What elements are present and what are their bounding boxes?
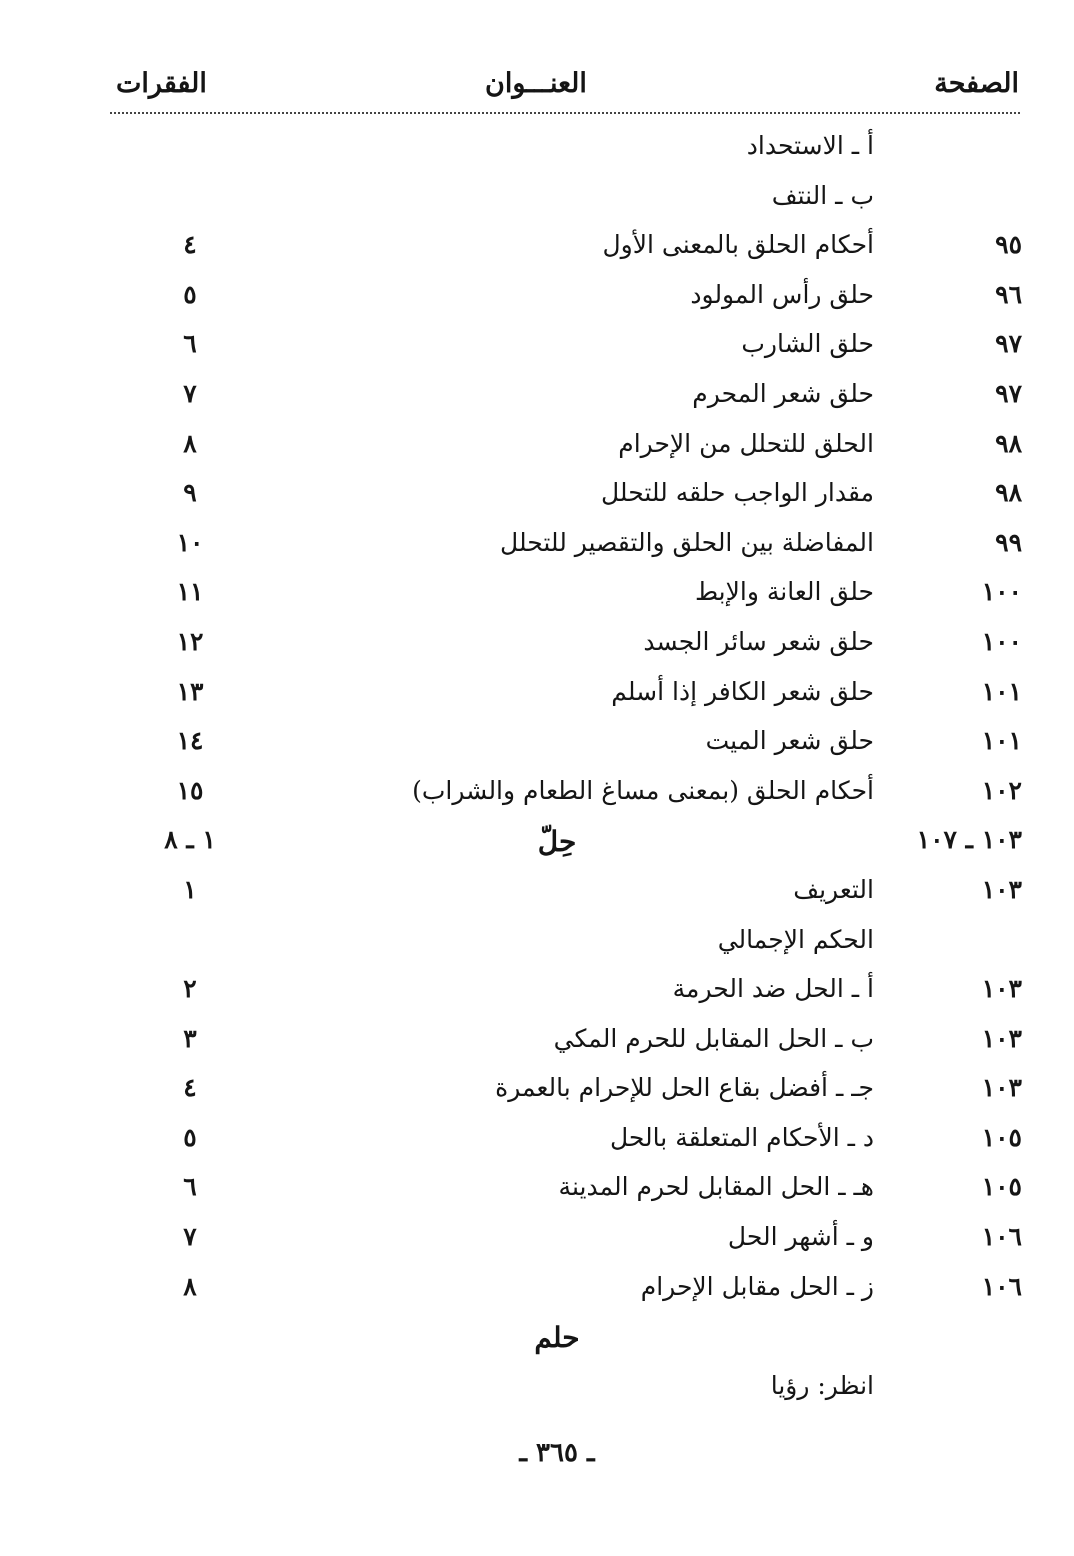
header-title-label: العنـــوان [485, 68, 587, 99]
row-title: حلق شعر المحرم [692, 378, 874, 408]
row-page-number: ١٠٥ [981, 1172, 1022, 1202]
row-title: المفاضلة بين الحلق والتقصير للتحلل [500, 527, 874, 557]
row-title: أحكام الحلق (بمعنى مساغ الطعام والشراب) [412, 775, 874, 805]
row-title: حلق شعر الكافر إذا أسلم [611, 676, 874, 706]
row-page-number: ١٠٢ [981, 775, 1022, 805]
row-title: أ ـ الحل ضد الحرمة [672, 974, 874, 1004]
row-title: أحكام الحلق بالمعنى الأول [602, 230, 874, 260]
table-row [0, 919, 1074, 969]
row-paragraph-number: ١١ [176, 577, 204, 607]
table-row [0, 175, 1074, 225]
row-title: حلق رأس المولود [690, 279, 874, 309]
row-paragraph-number: ٨ [183, 1271, 197, 1301]
row-paragraph-number: ٩ [183, 478, 197, 508]
entry-heading: حلم [534, 1321, 580, 1355]
row-title: هـ ـ الحل المقابل لحرم المدينة [558, 1172, 874, 1202]
row-paragraph-number: ٦ [183, 329, 197, 359]
row-title: الحكم الإجمالي [717, 924, 874, 954]
row-title: التعريف [793, 874, 874, 904]
row-paragraph-number: ١ [183, 874, 197, 904]
row-paragraph-number: ٥ [183, 279, 197, 309]
table-row [0, 522, 1074, 572]
table-row [0, 224, 1074, 274]
entry-heading: حِلّ [537, 825, 577, 859]
table-header [100, 62, 1025, 112]
row-title: د ـ الأحكام المتعلقة بالحل [609, 1122, 874, 1152]
row-page-number: ٩٩ [995, 527, 1022, 557]
row-page-number: ٩٨ [995, 428, 1022, 458]
row-paragraph-number: ٧ [183, 1222, 197, 1252]
row-title: حلق العانة والإبط [694, 577, 874, 607]
table-row [0, 720, 1074, 770]
row-page-number: ١٠١ [981, 726, 1022, 756]
row-title: أ ـ الاستحداد [746, 131, 874, 160]
table-row [0, 1018, 1074, 1068]
row-paragraph-number: ٤ [183, 230, 197, 260]
row-page-number: ١٠٣ [981, 874, 1022, 904]
row-page-number: ١٠١ [981, 676, 1022, 706]
row-title: ب ـ الحل المقابل للحرم المكي [553, 1023, 874, 1053]
row-page-number: ٩٧ [995, 329, 1022, 359]
table-row [0, 1067, 1074, 1117]
row-paragraph-number: ١٠ [176, 527, 204, 557]
row-page-number: ٩٨ [995, 478, 1022, 508]
row-title: ز ـ الحل مقابل الإحرام [640, 1271, 874, 1301]
row-page-number: ٩٦ [995, 279, 1022, 309]
row-paragraph-number: ٤ [183, 1073, 197, 1103]
table-row [0, 621, 1074, 671]
table-row [0, 1117, 1074, 1167]
table-row [0, 274, 1074, 324]
row-title: حلق شعر سائر الجسد [643, 626, 874, 656]
row-paragraph-number: ٥ [183, 1122, 197, 1152]
row-paragraph-number: ١٣ [176, 676, 204, 706]
row-page-number: ١٠٠ [981, 577, 1022, 607]
page-number: ـ ٣٦٥ ـ [519, 1438, 595, 1468]
table-row [0, 373, 1074, 423]
row-title: الحلق للتحلل من الإحرام [618, 428, 874, 458]
row-page-number: ١٠٦ [981, 1222, 1022, 1252]
row-page-number: ١٠٣ ـ ١٠٧ [916, 825, 1022, 855]
dotted-divider [110, 112, 1020, 114]
table-row [0, 571, 1074, 621]
table-row [0, 770, 1074, 820]
table-row [0, 125, 1074, 175]
table-row [0, 472, 1074, 522]
index-table [0, 125, 1074, 1414]
table-row [0, 1216, 1074, 1266]
header-page-label: الصفحة [934, 68, 1019, 99]
table-row [0, 1315, 1074, 1365]
table-row [0, 671, 1074, 721]
table-row [0, 968, 1074, 1018]
row-page-number: ٩٧ [995, 378, 1022, 408]
row-page-number: ١٠٣ [981, 974, 1022, 1004]
row-paragraph-number: ١٥ [176, 775, 204, 805]
row-title: ب ـ النتف [771, 180, 874, 210]
row-page-number: ١٠٣ [981, 1073, 1022, 1103]
table-row [0, 1266, 1074, 1316]
row-page-number: ١٠٠ [981, 626, 1022, 656]
row-title: جـ ـ أفضل بقاع الحل للإحرام بالعمرة [495, 1073, 874, 1103]
row-paragraph-number: ٨ [183, 428, 197, 458]
row-title: حلق شعر الميت [705, 726, 874, 756]
row-paragraph-number: ٦ [183, 1172, 197, 1202]
row-paragraph-number: ١٢ [176, 626, 204, 656]
row-title: مقدار الواجب حلقه للتحلل [600, 478, 874, 508]
table-row [0, 323, 1074, 373]
row-page-number: ٩٥ [995, 230, 1022, 260]
row-title: حلق الشارب [741, 329, 874, 359]
table-row [0, 1365, 1074, 1415]
row-page-number: ١٠٣ [981, 1023, 1022, 1053]
row-page-number: ١٠٦ [981, 1271, 1022, 1301]
row-paragraph-number: ٣ [183, 1023, 197, 1053]
row-title: و ـ أشهر الحل [727, 1222, 874, 1252]
row-paragraph-number: ٧ [183, 378, 197, 408]
row-paragraph-number: ١ ـ ٨ [164, 825, 216, 855]
row-title: انظر: رؤيا [770, 1370, 874, 1400]
header-paragraphs-label: الفقرات [116, 68, 207, 99]
table-row [0, 819, 1074, 869]
row-paragraph-number: ٢ [183, 974, 197, 1004]
table-row [0, 869, 1074, 919]
row-paragraph-number: ١٤ [176, 726, 204, 756]
row-page-number: ١٠٥ [981, 1122, 1022, 1152]
table-row [0, 1166, 1074, 1216]
table-row [0, 423, 1074, 473]
